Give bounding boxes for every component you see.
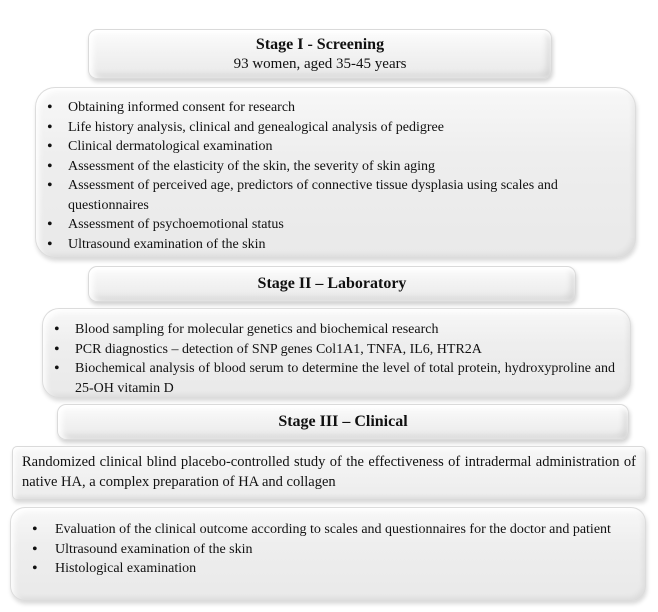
list-item: • Ultrasound examination of the skin — [35, 235, 618, 255]
stage3-header — [57, 404, 629, 440]
list-item: • Biochemical analysis of blood serum to determine the level of total protein, hydroxyproline and 25-OH vitamin D — [42, 359, 615, 398]
list-item: • Ultrasound examination of the skin — [10, 540, 630, 560]
list-item: • Assessment of psychoemotional status — [35, 215, 618, 235]
stage1-header — [88, 29, 552, 79]
list-item: • Blood sampling for molecular genetics and biochemical research — [42, 320, 615, 340]
stage1-title: Stage I - Screening — [255, 35, 385, 53]
stage1-subtitle: 93 women, aged 35-45 years — [233, 55, 407, 72]
stage2-box — [42, 308, 631, 398]
list-item: • PCR diagnostics – detection of SNP genes Col1A1, TNFA, IL6, HTR2A — [42, 340, 615, 360]
stage3-description-box — [12, 446, 646, 500]
stage2-header — [88, 266, 576, 302]
stage2-title: Stage II – Laboratory — [257, 275, 407, 292]
stage1-item-list — [35, 98, 618, 254]
list-item: • Life history analysis, clinical and genealogical analysis of pedigree — [35, 118, 618, 138]
list-item: • Assessment of perceived age, predictors of connective tissue dysplasia using scales and questionnaires — [35, 176, 618, 215]
stage1-box — [35, 87, 636, 258]
list-item: • Obtaining informed consent for research — [35, 98, 618, 118]
list-item: • Evaluation of the clinical outcome according to scales and questionnaires for the doctor and patient — [10, 520, 630, 540]
stage3-title: Stage III – Clinical — [278, 413, 408, 430]
list-item: • Histological examination — [10, 559, 630, 579]
list-item: • Assessment of the elasticity of the skin, the severity of skin aging — [35, 157, 618, 177]
stage2-item-list — [42, 320, 615, 398]
stage3-item-list — [10, 520, 630, 579]
stage3-box — [10, 507, 646, 601]
list-item: • Clinical dermatological examination — [35, 137, 618, 157]
stage3-description: Randomized clinical blind placebo-controlled study of the effectiveness of intradermal administration of native HA, a complex preparation of HA and collagen — [22, 454, 636, 490]
